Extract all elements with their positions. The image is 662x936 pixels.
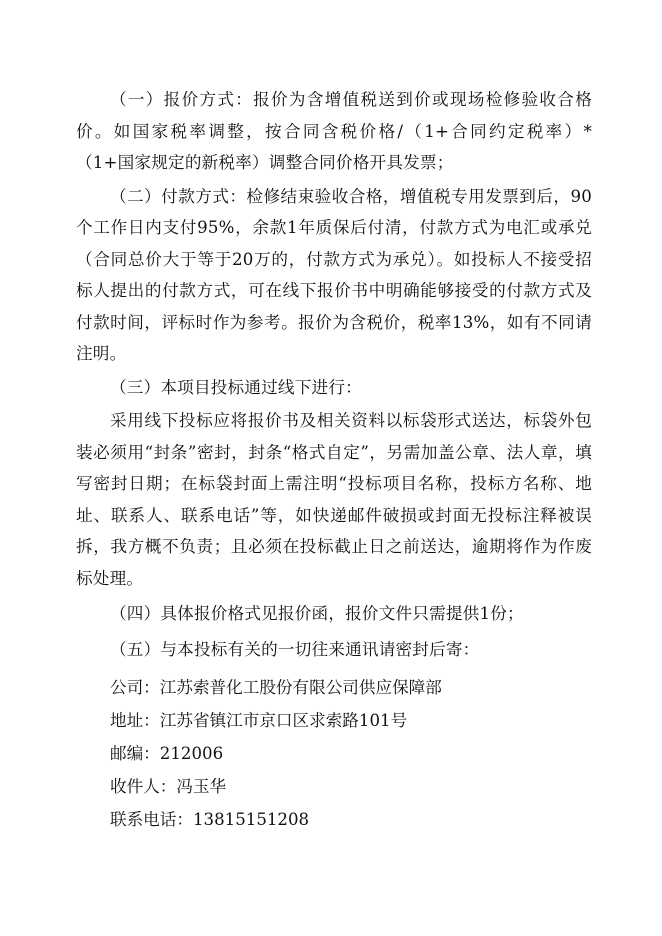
contact-phone: 联系电话：13815151208: [110, 810, 310, 829]
contact-address: 地址：江苏省镇江市京口区求索路101号: [110, 711, 408, 730]
paragraph-offline-bidding-heading: （三）本项目投标通过线下进行：: [110, 377, 362, 397]
document-body: [76, 84, 592, 836]
paragraph-pricing-method: （一）报价方式：报价为含增值税送到价或现场检修验收合格价。如国家税率调整，按合同含税价格/（1+合同约定税率）*（1+国家规定的新税率）调整合同价格开具发票；: [76, 90, 592, 172]
paragraph-correspondence: （五）与本投标有关的一切往来通讯请密封后寄：: [110, 639, 480, 659]
paragraph-quote-format: （四）具体报价格式见报价函，报价文件只需提供1份；: [110, 604, 524, 623]
contact-block: [76, 671, 592, 836]
contact-company: 公司：江苏索普化工股份有限公司供应保障部: [110, 678, 442, 697]
contact-postcode: 邮编：212006: [110, 744, 224, 763]
contact-recipient: 收件人：冯玉华: [110, 777, 227, 796]
paragraph-offline-bidding-details: 采用线下投标应将报价书及相关资料以标袋形式送达，标袋外包装必须用“封条”密封，封条“格式自定”，另需加盖公章、法人章，填写密封日期；在标袋封面上需注明“投标项目名称，投标方名称、地址、联系人、联系电话”等，如快递邮件破损或封面无投标注释被误拆，我方概不负责；且必须在投标截止日之前送达，逾期将作为作废标处理。: [76, 411, 592, 588]
paragraph-payment-method: （二）付款方式：检修结束验收合格，增值税专用发票到后，90个工作日内支付95%，余款1年质保后付清，付款方式为电汇或承兑（合同总价大于等于20万的，付款方式为承兑）。如投标人不接受招标人提出的付款方式，可在线下报价书中明确能够接受的付款方式及付款时间，评标时作为参考。报价为含税价，税率13%，如有不同请注明。: [76, 186, 592, 363]
